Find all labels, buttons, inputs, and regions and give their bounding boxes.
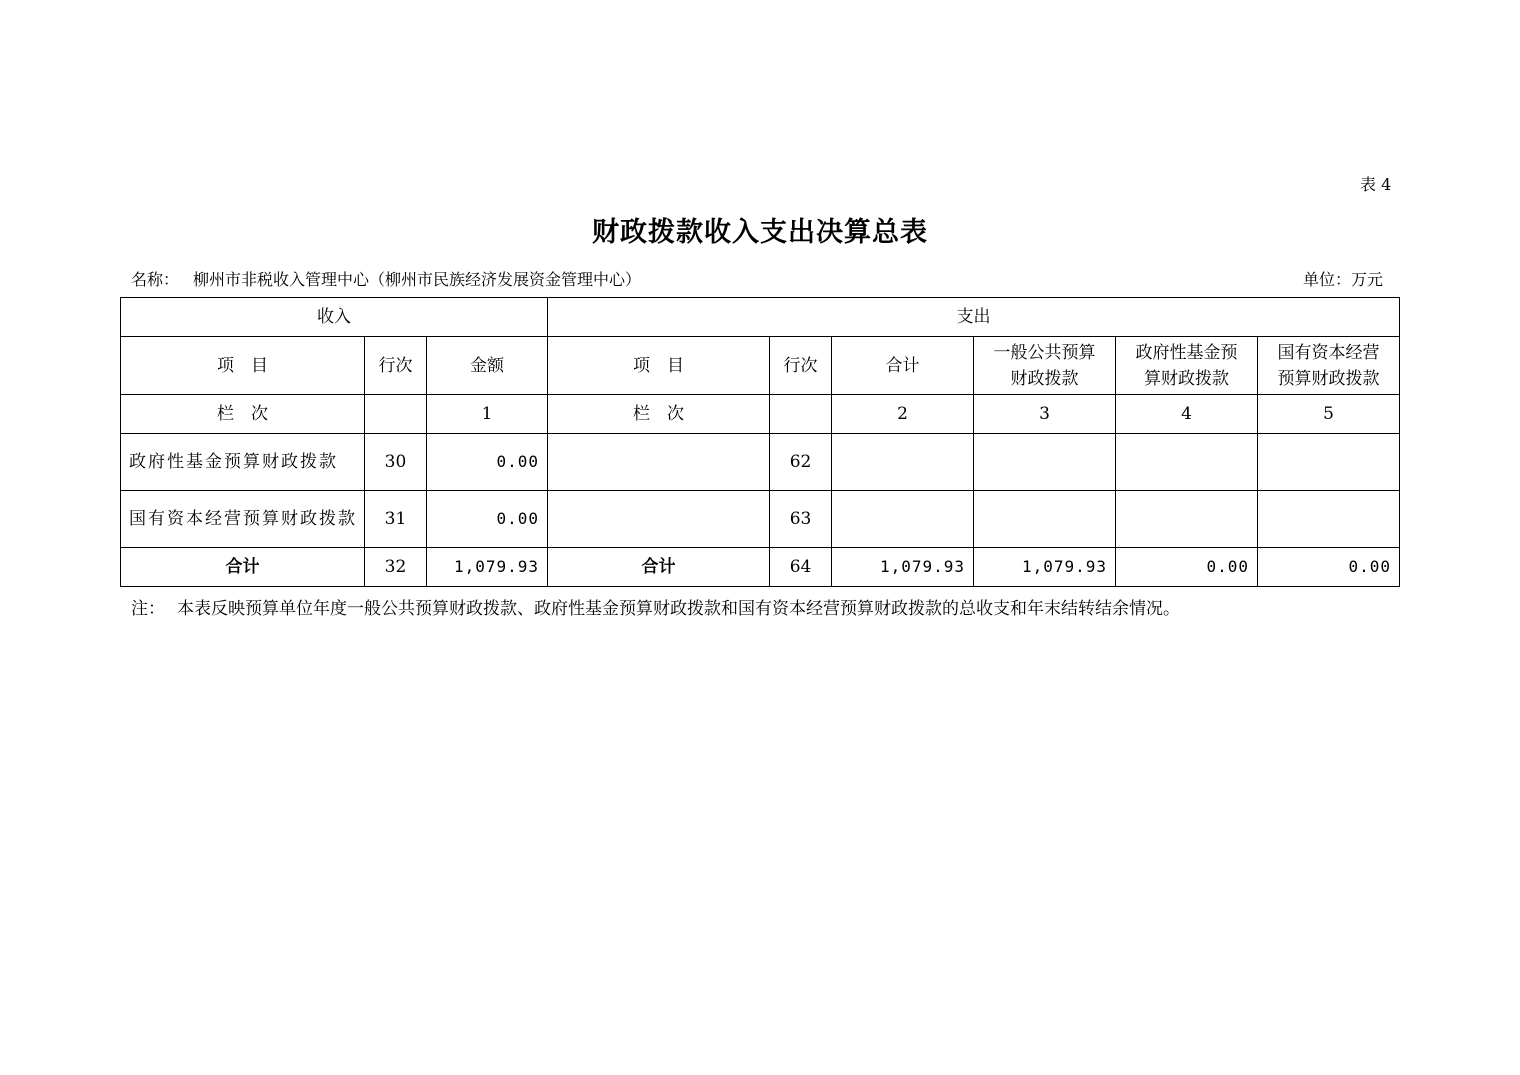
expense-total-label: 合计 (548, 548, 770, 587)
expense-fund (1116, 434, 1258, 491)
expense-line: 63 (770, 491, 832, 548)
index-row (121, 395, 1400, 434)
index-1: 1 (427, 395, 548, 434)
unit-label: 单位：万元 (1303, 270, 1384, 289)
col-general-line2: 财政拨款 (1010, 368, 1079, 389)
income-item: 政府性基金预算财政拨款 (121, 434, 365, 491)
col-expense-line: 行次 (770, 337, 832, 395)
col-fund-budget (1116, 337, 1258, 395)
expense-total-amount: 1,079.93 (832, 548, 974, 587)
col-general-line1: 一般公共预算 (993, 342, 1096, 363)
expense-state (1258, 491, 1400, 548)
expense-fund-amount: 0.00 (1116, 548, 1258, 587)
index-label-expense: 栏 次 (548, 395, 770, 434)
col-income-item: 项 目 (121, 337, 365, 395)
expense-general-amount: 1,079.93 (974, 548, 1116, 587)
fiscal-table (120, 297, 1400, 587)
col-general-budget (974, 337, 1116, 395)
expense-state-amount: 0.00 (1258, 548, 1400, 587)
expense-state (1258, 434, 1400, 491)
col-income-line: 行次 (365, 337, 427, 395)
col-state-capital (1258, 337, 1400, 395)
income-header: 收入 (121, 298, 548, 337)
table-row (121, 434, 1400, 491)
col-state-line2: 预算财政拨款 (1277, 368, 1380, 389)
index-4: 4 (1116, 395, 1258, 434)
index-2: 2 (832, 395, 974, 434)
expense-item (548, 491, 770, 548)
expense-total (832, 491, 974, 548)
name-label: 名称： (131, 270, 180, 289)
expense-line: 62 (770, 434, 832, 491)
col-income-amount: 金额 (427, 337, 548, 395)
org-info (131, 267, 641, 290)
expense-item (548, 434, 770, 491)
expense-total (832, 434, 974, 491)
income-line: 30 (365, 434, 427, 491)
footnote (131, 594, 1180, 619)
org-name: 柳州市非税收入管理中心（柳州市民族经济发展资金管理中心） (193, 270, 642, 289)
expense-fund (1116, 491, 1258, 548)
total-row (121, 548, 1400, 587)
header-row-2 (121, 337, 1400, 395)
note-text: 本表反映预算单位年度一般公共预算财政拨款、政府性基金预算财政拨款和国有资本经营预算财政拨款的总收支和年末结转结余情况。 (177, 599, 1180, 619)
col-fund-line2: 算财政拨款 (1144, 368, 1230, 389)
income-item: 国有资本经营预算财政拨款 (121, 491, 365, 548)
income-total-amount: 1,079.93 (427, 548, 548, 587)
note-label: 注： (131, 599, 165, 619)
col-expense-total: 合计 (832, 337, 974, 395)
income-amount: 0.00 (427, 434, 548, 491)
index-empty-1 (365, 395, 427, 434)
income-total-line: 32 (365, 548, 427, 587)
income-total-label: 合计 (121, 548, 365, 587)
header-row-1 (121, 298, 1400, 337)
index-5: 5 (1258, 395, 1400, 434)
table-row (121, 491, 1400, 548)
table-number: 表 4 (1360, 175, 1392, 194)
expense-total-line: 64 (770, 548, 832, 587)
page-title: 财政拨款收入支出决算总表 (592, 217, 928, 248)
col-expense-item: 项 目 (548, 337, 770, 395)
income-line: 31 (365, 491, 427, 548)
col-state-line1: 国有资本经营 (1277, 342, 1380, 363)
col-fund-line1: 政府性基金预 (1135, 342, 1238, 363)
income-amount: 0.00 (427, 491, 548, 548)
index-label-income: 栏 次 (121, 395, 365, 434)
expense-general (974, 491, 1116, 548)
index-empty-2 (770, 395, 832, 434)
expense-general (974, 434, 1116, 491)
expense-header: 支出 (548, 298, 1400, 337)
index-3: 3 (974, 395, 1116, 434)
